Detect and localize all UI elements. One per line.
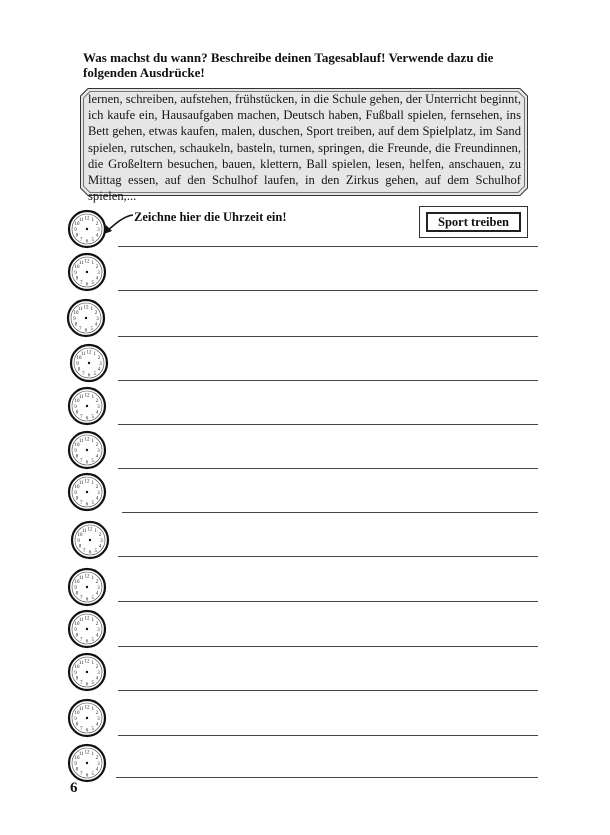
clock-numeral: 4 <box>94 322 98 328</box>
clock-numeral: 12 <box>84 659 90 665</box>
clock-face-icon <box>67 472 107 512</box>
answer-line[interactable] <box>118 468 538 469</box>
clock-numeral: 7 <box>80 458 83 464</box>
clock-numeral: 6 <box>85 416 89 422</box>
clock-numeral: 2 <box>95 711 99 717</box>
answer-line[interactable] <box>118 690 538 691</box>
clock-numeral: 5 <box>94 548 97 554</box>
clock-numeral: 10 <box>74 711 80 717</box>
clock-numeral: 10 <box>73 311 79 317</box>
clock-numeral: 6 <box>85 502 89 508</box>
answer-line[interactable] <box>118 646 538 647</box>
clock-numeral: 10 <box>74 622 80 628</box>
clock-numeral: 8 <box>77 367 81 373</box>
clock-numeral: 8 <box>75 633 79 639</box>
clock-numeral: 12 <box>83 305 89 311</box>
clock-numeral: 10 <box>74 265 80 271</box>
clock-numeral: 1 <box>91 660 94 666</box>
clock-numeral: 8 <box>75 233 79 239</box>
clock-numeral: 12 <box>84 705 90 711</box>
clock-numeral: 8 <box>75 676 79 682</box>
clock-numeral: 4 <box>95 233 99 239</box>
clock-numeral: 6 <box>85 460 89 466</box>
clock-numeral: 2 <box>95 580 99 586</box>
answer-line[interactable] <box>118 246 538 247</box>
clock-numeral: 12 <box>84 750 90 756</box>
clock-numeral: 5 <box>91 500 94 506</box>
clock-numeral: 4 <box>95 496 99 502</box>
answer-line[interactable] <box>118 735 538 736</box>
page-number: 6 <box>70 780 78 796</box>
clock-numeral: 1 <box>94 528 97 534</box>
clock-numeral: 5 <box>93 371 96 377</box>
clock-numeral: 5 <box>91 595 94 601</box>
clock-numeral: 5 <box>91 280 94 286</box>
clock-numeral: 3 <box>97 270 100 276</box>
answer-line[interactable] <box>118 556 538 557</box>
clock-numeral: 8 <box>74 322 78 328</box>
clock-numeral: 9 <box>76 361 79 367</box>
clock-numeral: 9 <box>74 448 77 454</box>
clock-numeral: 5 <box>91 726 94 732</box>
clock-numeral: 10 <box>74 222 80 228</box>
clock-numeral: 4 <box>97 367 101 373</box>
clock-numeral: 7 <box>80 237 83 243</box>
clock-numeral: 3 <box>97 227 100 233</box>
clock-numeral: 11 <box>77 306 83 312</box>
clock-numeral: 7 <box>80 414 83 420</box>
clock-numeral: 9 <box>74 404 77 410</box>
clock-face-icon <box>70 520 110 560</box>
clock-numeral: 2 <box>95 222 99 228</box>
clock-numeral: 3 <box>97 404 100 410</box>
clock-numeral: 2 <box>95 443 99 449</box>
clock-numeral: 6 <box>84 328 88 334</box>
clock-numeral: 5 <box>91 414 94 420</box>
clock-numeral: 8 <box>75 496 79 502</box>
clock-numeral: 7 <box>80 726 83 732</box>
clock-numeral: 10 <box>74 756 80 762</box>
clock-numeral: 4 <box>98 544 102 550</box>
clock-numeral: 5 <box>91 237 94 243</box>
example-expression-box <box>419 206 528 238</box>
clock-numeral: 12 <box>86 350 92 356</box>
clock-numeral: 3 <box>97 627 100 633</box>
clock-numeral: 3 <box>97 448 100 454</box>
answer-line[interactable] <box>118 601 538 602</box>
clock-numeral: 11 <box>78 480 84 486</box>
clock-numeral: 2 <box>97 356 101 362</box>
clock-numeral: 9 <box>74 670 77 676</box>
clock-numeral: 5 <box>91 680 94 686</box>
clock-numeral: 9 <box>73 316 76 322</box>
clock-numeral: 6 <box>85 728 89 734</box>
clock-numeral: 8 <box>75 767 79 773</box>
clock-numeral: 3 <box>97 490 100 496</box>
clock-numeral: 3 <box>97 716 100 722</box>
clock-numeral: 11 <box>80 351 86 357</box>
clock-face-icon <box>67 609 107 649</box>
clock-numeral: 10 <box>74 443 80 449</box>
clock-face-icon <box>69 343 109 383</box>
answer-line[interactable] <box>122 512 538 513</box>
clock-numeral: 4 <box>95 633 99 639</box>
answer-line[interactable] <box>118 336 538 337</box>
clock-numeral: 12 <box>84 616 90 622</box>
clock-numeral: 1 <box>91 438 94 444</box>
clock-numeral: 1 <box>91 260 94 266</box>
clock-numeral: 6 <box>85 639 89 645</box>
clock-numeral: 4 <box>95 276 99 282</box>
clock-numeral: 12 <box>84 574 90 580</box>
clock-numeral: 1 <box>91 217 94 223</box>
clock-numeral: 10 <box>74 399 80 405</box>
clock-hint-text: Zeichne hier die Uhrzeit ein! <box>134 210 287 224</box>
word-bank-box <box>80 88 528 204</box>
clock-numeral: 7 <box>80 771 83 777</box>
clock-numeral: 9 <box>74 716 77 722</box>
clock-face-icon <box>67 567 107 607</box>
clock-numeral: 5 <box>91 637 94 643</box>
clock-numeral: 9 <box>74 270 77 276</box>
clock-numeral: 2 <box>95 756 99 762</box>
clock-numeral: 2 <box>95 665 99 671</box>
clock-numeral: 11 <box>78 394 84 400</box>
clock-numeral: 5 <box>91 771 94 777</box>
clock-numeral: 4 <box>95 591 99 597</box>
clock-numeral: 12 <box>84 393 90 399</box>
clock-numeral: 7 <box>80 680 83 686</box>
clock-face-icon <box>67 252 107 292</box>
clock-numeral: 9 <box>74 227 77 233</box>
clock-numeral: 1 <box>91 706 94 712</box>
clock-numeral: 1 <box>93 351 96 357</box>
clock-numeral: 9 <box>74 585 77 591</box>
clock-numeral: 8 <box>78 544 82 550</box>
clock-face-icon <box>67 698 107 738</box>
clock-face-icon <box>67 652 107 692</box>
clock-numeral: 3 <box>97 585 100 591</box>
clock-numeral: 2 <box>95 622 99 628</box>
clock-numeral: 7 <box>80 595 83 601</box>
clock-numeral: 10 <box>77 533 83 539</box>
clock-numeral: 6 <box>87 373 91 379</box>
clock-numeral: 4 <box>95 410 99 416</box>
clock-numeral: 10 <box>74 665 80 671</box>
clock-face-icon <box>66 298 106 338</box>
answer-line[interactable] <box>118 380 538 381</box>
answer-line[interactable] <box>116 777 538 778</box>
clock-numeral: 1 <box>91 751 94 757</box>
clock-numeral: 2 <box>95 399 99 405</box>
clock-numeral: 10 <box>76 356 82 362</box>
clock-numeral: 11 <box>78 438 84 444</box>
clock-numeral: 4 <box>95 767 99 773</box>
clock-numeral: 3 <box>99 361 102 367</box>
clock-numeral: 2 <box>98 533 102 539</box>
clock-numeral: 1 <box>91 575 94 581</box>
clock-numeral: 3 <box>96 316 99 322</box>
clock-numeral: 7 <box>83 548 86 554</box>
clock-numeral: 12 <box>84 479 90 485</box>
answer-line[interactable] <box>118 424 538 425</box>
clock-numeral: 5 <box>90 326 93 332</box>
clock-numeral: 4 <box>95 722 99 728</box>
clock-numeral: 6 <box>85 597 89 603</box>
clock-numeral: 2 <box>95 485 99 491</box>
clock-numeral: 4 <box>95 676 99 682</box>
clock-face-icon <box>67 430 107 470</box>
clock-numeral: 3 <box>97 670 100 676</box>
clock-numeral: 12 <box>87 527 93 533</box>
clock-numeral: 6 <box>85 682 89 688</box>
clock-numeral: 9 <box>74 761 77 767</box>
clock-numeral: 7 <box>80 280 83 286</box>
clock-numeral: 11 <box>78 706 84 712</box>
clock-face-icon <box>67 209 107 249</box>
clock-numeral: 4 <box>95 454 99 460</box>
clock-numeral: 8 <box>75 410 79 416</box>
clock-numeral: 11 <box>81 528 87 534</box>
word-bank-text: lernen, schreiben, aufstehen, frühstücken, in die Schule gehen, der Unterricht beginnt, ich kaufe ein, Hausaufgaben machen, Deutsch haben, Fußball spielen, fernsehen, ins Bett gehen, etwas kaufen, malen, duschen, Sport treiben, auf dem Spielplatz, im Sand spielen, rutschen, schaukeln, basteln, turnen, springen, die Freunde, die Freundinnen, die Großeltern besuchen, bauen, klettern, Ball spielen, lesen, helfen, anschauen, zu Mittag essen, auf den Schulhof laufen, in den Zirkus gehen, auf dem Schulhof spielen,... <box>88 92 521 204</box>
clock-numeral: 11 <box>78 660 84 666</box>
clock-numeral: 2 <box>95 265 99 271</box>
answer-line[interactable] <box>118 290 538 291</box>
clock-numeral: 5 <box>91 458 94 464</box>
clock-face-icon <box>67 386 107 426</box>
clock-numeral: 8 <box>75 591 79 597</box>
clock-numeral: 11 <box>78 751 84 757</box>
clock-numeral: 10 <box>74 485 80 491</box>
clock-numeral: 7 <box>80 637 83 643</box>
clock-numeral: 3 <box>100 538 103 544</box>
clock-numeral: 7 <box>82 371 85 377</box>
clock-numeral: 1 <box>91 480 94 486</box>
clock-numeral: 11 <box>78 217 84 223</box>
example-expression-label: Sport treiben <box>426 212 521 232</box>
clock-numeral: 11 <box>78 575 84 581</box>
clock-numeral: 12 <box>84 216 90 222</box>
clock-numeral: 9 <box>74 490 77 496</box>
clock-numeral: 9 <box>77 538 80 544</box>
clock-numeral: 9 <box>74 627 77 633</box>
clock-numeral: 7 <box>80 500 83 506</box>
clock-numeral: 8 <box>75 454 79 460</box>
clock-numeral: 6 <box>85 239 89 245</box>
clock-numeral: 8 <box>75 722 79 728</box>
clock-numeral: 11 <box>78 617 84 623</box>
clock-face-icon <box>67 743 107 783</box>
clock-numeral: 6 <box>85 282 89 288</box>
clock-numeral: 10 <box>74 580 80 586</box>
clock-numeral: 1 <box>90 306 93 312</box>
clock-numeral: 11 <box>78 260 84 266</box>
clock-numeral: 8 <box>75 276 79 282</box>
clock-numeral: 2 <box>94 311 98 317</box>
clock-numeral: 12 <box>84 259 90 265</box>
clock-numeral: 1 <box>91 617 94 623</box>
clock-numeral: 6 <box>88 550 92 556</box>
clock-numeral: 3 <box>97 761 100 767</box>
exercise-instruction: Was machst du wann? Beschreibe deinen Tagesablauf! Verwende dazu die folgenden Ausdrücke! <box>83 50 494 80</box>
clock-numeral: 1 <box>91 394 94 400</box>
clock-numeral: 7 <box>79 326 82 332</box>
clock-numeral: 6 <box>85 773 89 779</box>
clock-numeral: 12 <box>84 437 90 443</box>
